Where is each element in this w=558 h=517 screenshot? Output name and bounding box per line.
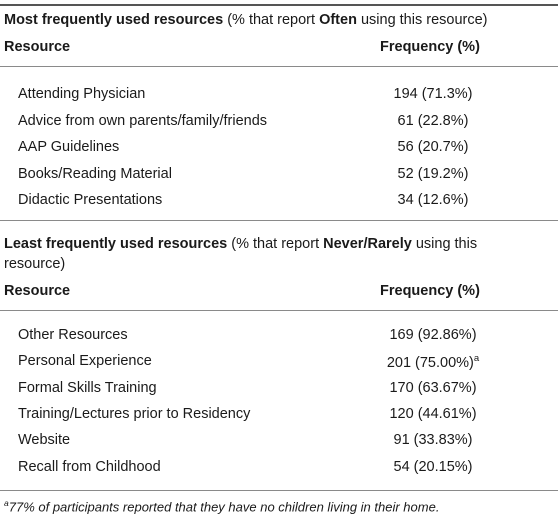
section2-title: Least frequently used resources (% that report Never/Rarely using this resource): [4, 236, 478, 272]
table-row-frequency: 201 $(75.00\%)^a$: [386, 353, 480, 372]
table-row-frequency: 194 (71.3%): [393, 86, 473, 102]
table-row-frequency: 91 (33.83%): [393, 432, 473, 449]
table-row-resource: Formal Skills Training: [18, 379, 157, 396]
table-row-resource: Advice from own parents/family/friends: [18, 112, 268, 129]
table-row-resource: Website: [18, 432, 71, 449]
table-row-frequency: 61 (22.8%): [397, 112, 469, 129]
section2-col-frequency: Frequency (%): [380, 283, 480, 299]
table-row-frequency: 170 (63.67%): [389, 379, 477, 396]
table-row-resource: Books/Reading Material: [18, 165, 172, 182]
table-row-resource: Attending Physician: [18, 86, 146, 102]
table-footnote: $^a$77% of participants reported that they have no children living in their home.: [4, 498, 440, 515]
section1-col-frequency: Frequency (%): [380, 39, 480, 55]
section1-col-resource: Resource: [4, 39, 71, 55]
table-row-frequency: 52 (19.2%): [397, 165, 469, 182]
table-row-resource: Training/Lectures prior to Residency: [18, 405, 251, 422]
section2-header-rule: [0, 310, 558, 311]
table-row-frequency: 169 (92.86%): [389, 327, 477, 343]
table-row-frequency: 120 (44.61%): [389, 405, 477, 422]
table-row-frequency: 54 (20.15%): [393, 458, 473, 475]
table-row-resource: Personal Experience: [18, 353, 152, 370]
table-row-resource: Other Resources: [18, 327, 128, 343]
table-row-resource: AAP Guidelines: [18, 139, 120, 155]
table-row-resource: Recall from Childhood: [18, 458, 161, 475]
section2-col-resource: Resource: [4, 283, 71, 299]
section1-header-rule: [0, 66, 558, 67]
table-top-rule: [0, 4, 558, 6]
section-divider-rule: [0, 220, 558, 221]
table-row-frequency: 56 (20.7%): [397, 139, 469, 155]
footnote-marker: a: [473, 353, 480, 365]
table-row-resource: Didactic Presentations: [18, 192, 163, 208]
table-bottom-rule: [0, 490, 558, 491]
table-row-frequency: 34 (12.6%): [397, 192, 469, 208]
section1-title: Most frequently used resources (% that report Often using this resource): [4, 12, 488, 28]
